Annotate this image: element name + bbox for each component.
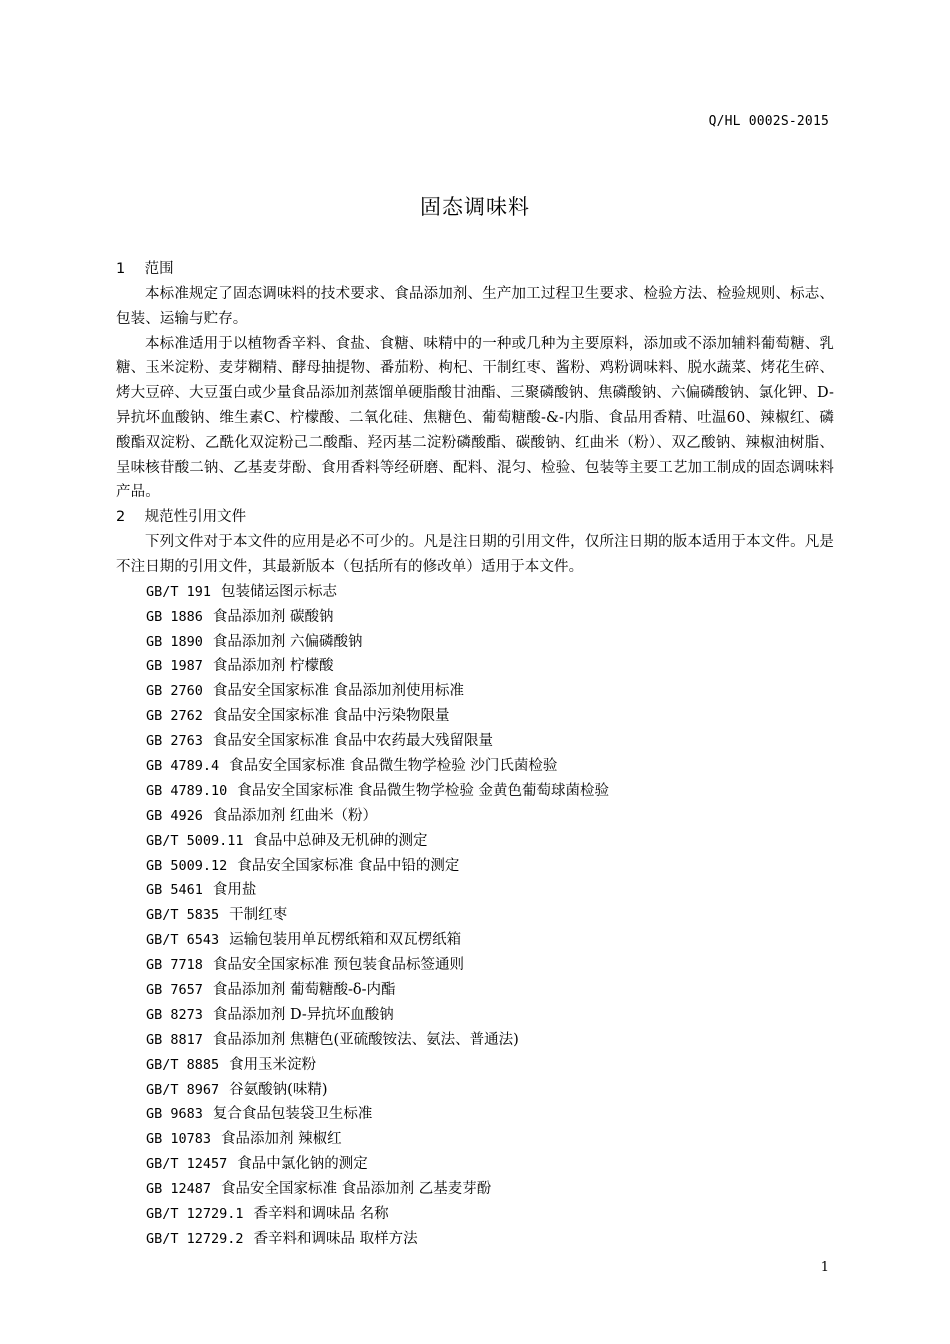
reference-code: GB 2763 <box>146 733 203 750</box>
section-title: 规范性引用文件 <box>144 509 247 526</box>
scope-paragraph: 本标准适用于以植物香辛料、食盐、食糖、味精中的一种或几种为主要原料，添加或不添加辅料葡萄糖、乳糖、玉米淀粉、麦芽糊精、酵母抽提物、番茄粉、枸杞、干制红枣、酱粉、鸡粉调味料、脱水蔬菜、烤花生碎、烤大豆碎、大豆蛋白或少量食品添加剂蒸馏单硬脂酸甘油酯、三聚磷酸钠、焦磷酸钠、六偏磷酸钠、氯化钾、D-异抗坏血酸钠、维生素C、柠檬酸、二氧化硅、焦糖色、葡萄糖酸-&-内脂、食品用香精、吐温60、辣椒红、磷酸酯双淀粉、乙酰化双淀粉己二酸酯、羟丙基二淀粉磷酸酯、碳酸钠、红曲米（粉）、双乙酸钠、辣椒油树脂、呈味核苷酸二钠、乙基麦芽酚、食用香料等经研磨、配料、混匀、检验、包装等主要工艺加工制成的固态调味料产品。 <box>116 335 834 501</box>
reference-name: 谷氨酸钠(味精) <box>229 1081 328 1098</box>
reference-list <box>116 580 834 1252</box>
reference-name: 食品安全国家标准 食品添加剂 乙基麦芽酚 <box>221 1181 492 1198</box>
references-intro-paragraph: 下列文件对于本文件的应用是必不可少的。凡是注日期的引用文件，仅所注日期的版本适用于本文件。凡是不注日期的引用文件，其最新版本（包括所有的修改单）适用于本文件。 <box>116 534 834 575</box>
reference-item <box>116 1003 834 1028</box>
reference-name: 食品中氯化钠的测定 <box>237 1156 368 1173</box>
reference-code: GB/T 6543 <box>146 932 220 949</box>
reference-item <box>116 1227 834 1252</box>
reference-item <box>116 978 834 1003</box>
reference-item <box>116 779 834 804</box>
reference-item <box>116 1102 834 1127</box>
reference-item <box>116 580 834 605</box>
reference-name: 运输包装用单瓦楞纸箱和双瓦楞纸箱 <box>229 932 462 949</box>
reference-code: GB 8273 <box>146 1006 203 1023</box>
reference-item <box>116 1053 834 1078</box>
reference-code: GB 2760 <box>146 683 203 700</box>
reference-name: 食品添加剂 柠檬酸 <box>212 658 334 675</box>
page-number: 1 <box>820 1260 829 1275</box>
reference-name: 食用玉米淀粉 <box>229 1056 317 1073</box>
reference-code: GB/T 8967 <box>146 1081 220 1098</box>
reference-item <box>116 878 834 903</box>
reference-item <box>116 1202 834 1227</box>
document-title: 固态调味料 <box>420 195 530 219</box>
reference-item <box>116 829 834 854</box>
reference-name: 食品安全国家标准 食品中铅的测定 <box>237 857 460 874</box>
document-code: Q/HL 0002S-2015 <box>708 114 829 129</box>
reference-item <box>116 630 834 655</box>
reference-code: GB/T 5835 <box>146 907 220 924</box>
reference-code: GB 7718 <box>146 957 203 974</box>
reference-name: 食品添加剂 六偏磷酸钠 <box>212 633 363 650</box>
section-heading-scope <box>116 257 834 282</box>
reference-code: GB 5009.12 <box>146 857 228 874</box>
reference-name: 食品添加剂 焦糖色(亚硫酸铵法、氨法、普通法) <box>212 1031 519 1048</box>
reference-item <box>116 729 834 754</box>
reference-name: 食品添加剂 D-异抗坏血酸钠 <box>212 1006 394 1023</box>
reference-item <box>116 1177 834 1202</box>
reference-code: GB 1886 <box>146 608 203 625</box>
reference-code: GB/T 191 <box>146 583 212 600</box>
reference-code: GB/T 5009.11 <box>146 832 244 849</box>
reference-item <box>116 854 834 879</box>
reference-code: GB 5461 <box>146 882 203 899</box>
reference-code: GB/T 12729.1 <box>146 1206 244 1223</box>
reference-name: 干制红枣 <box>229 907 288 924</box>
reference-code: GB 9683 <box>146 1106 203 1123</box>
reference-name: 食品添加剂 红曲米（粉） <box>212 807 378 824</box>
reference-name: 包装储运图示标志 <box>221 583 338 600</box>
reference-code: GB 4789.10 <box>146 782 228 799</box>
reference-item <box>116 754 834 779</box>
reference-item <box>116 903 834 928</box>
reference-code: GB/T 12729.2 <box>146 1230 244 1247</box>
reference-code: GB 10783 <box>146 1131 212 1148</box>
reference-code: GB 12487 <box>146 1181 212 1198</box>
reference-item <box>116 928 834 953</box>
reference-item <box>116 1152 834 1177</box>
reference-code: GB/T 12457 <box>146 1156 228 1173</box>
reference-code: GB 2762 <box>146 708 203 725</box>
reference-code: GB 4789.4 <box>146 758 220 774</box>
reference-name: 食品安全国家标准 预包装食品标签通则 <box>212 957 465 974</box>
reference-code: GB 8817 <box>146 1031 203 1048</box>
reference-code: GB/T 8885 <box>146 1056 220 1073</box>
reference-name: 食品安全国家标准 食品添加剂使用标准 <box>212 683 465 700</box>
reference-name: 食品安全国家标准 食品微生物学检验 沙门氏菌检验 <box>229 758 558 774</box>
section-title: 范围 <box>144 261 174 277</box>
reference-name: 食品安全国家标准 食品中污染物限量 <box>212 708 450 725</box>
section-heading-normative-references <box>116 505 834 530</box>
reference-code: GB 1890 <box>146 633 203 650</box>
reference-item <box>116 1028 834 1053</box>
reference-item <box>116 704 834 729</box>
reference-name: 食品添加剂 葡萄糖酸-δ-内酯 <box>212 982 396 999</box>
reference-name: 食品添加剂 碳酸钠 <box>212 608 334 625</box>
reference-name: 食品添加剂 辣椒红 <box>221 1131 342 1148</box>
reference-item <box>116 605 834 630</box>
reference-name: 食用盐 <box>212 882 257 899</box>
section-number: 1 <box>116 261 126 277</box>
reference-name: 食品中总砷及无机砷的测定 <box>253 832 428 849</box>
reference-code: GB 7657 <box>146 982 203 999</box>
reference-item <box>116 1127 834 1152</box>
reference-code: GB 1987 <box>146 658 203 675</box>
reference-name: 香辛料和调味品 取样方法 <box>253 1230 418 1247</box>
reference-name: 香辛料和调味品 名称 <box>253 1206 389 1223</box>
reference-code: GB 4926 <box>146 807 203 824</box>
document-body <box>116 257 834 1252</box>
reference-name: 食品安全国家标准 食品微生物学检验 金黄色葡萄球菌检验 <box>237 782 609 799</box>
section-number: 2 <box>116 509 126 526</box>
reference-item <box>116 804 834 829</box>
reference-item <box>116 953 834 978</box>
reference-item <box>116 1078 834 1103</box>
reference-item <box>116 679 834 704</box>
reference-item <box>116 654 834 679</box>
reference-name: 复合食品包装袋卫生标准 <box>212 1106 373 1123</box>
scope-paragraph: 本标准规定了固态调味料的技术要求、食品添加剂、生产加工过程卫生要求、检验方法、检验规则、标志、包装、运输与贮存。 <box>116 286 834 327</box>
reference-name: 食品安全国家标准 食品中农药最大残留限量 <box>212 733 494 750</box>
